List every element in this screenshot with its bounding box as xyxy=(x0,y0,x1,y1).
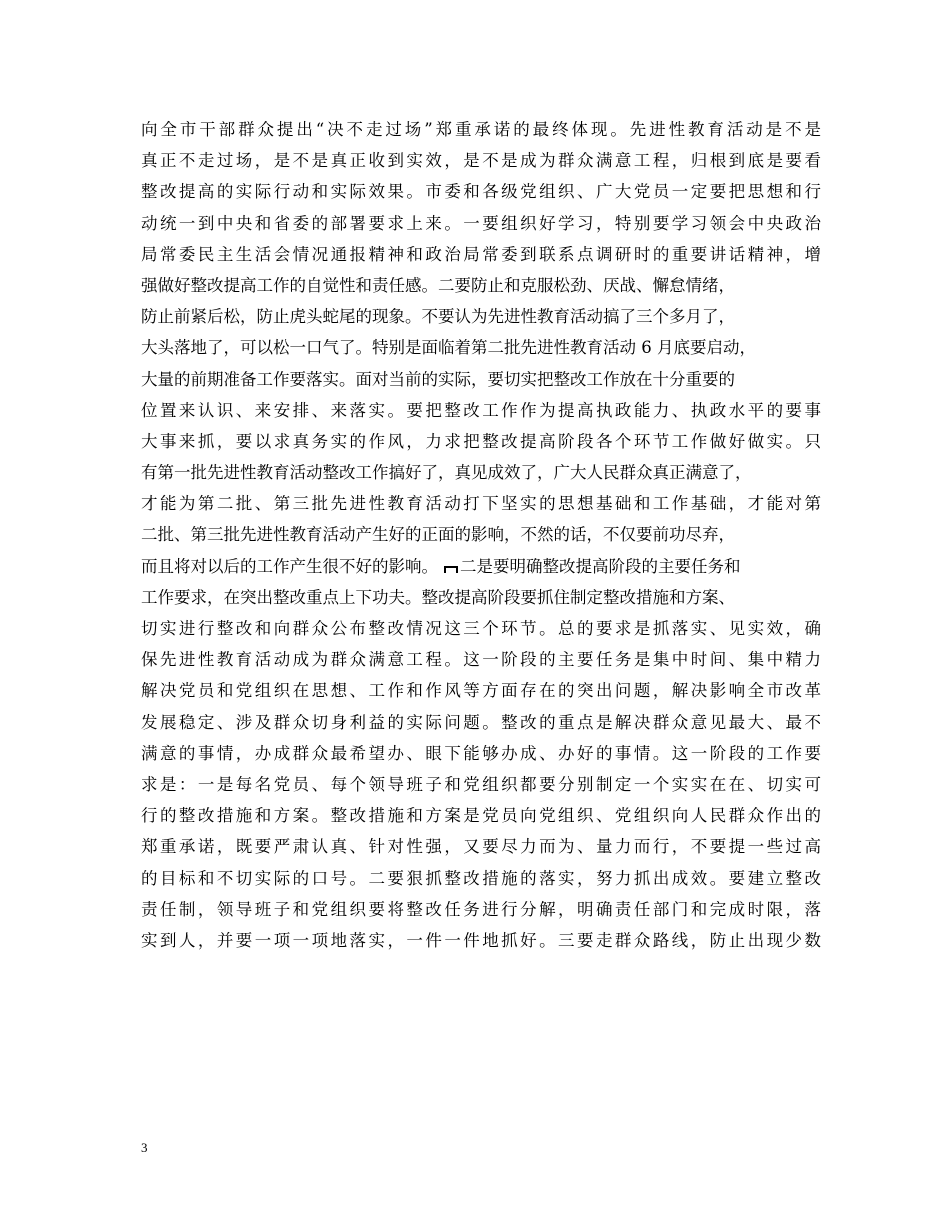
text-line: 动统一到中央和省委的部署要求上来。一要组织好学习，特别要学习领会中央政治 xyxy=(141,213,821,233)
text-line: 大量的前期准备工作要落实。面对当前的实际，要切实把整改工作放在十分重要的 xyxy=(141,369,735,389)
text-line: 行的整改措施和方案。整改措施和方案是党员向党组织、党组织向人民群众作出的 xyxy=(141,806,821,826)
text-line: 二批、第三批先进性教育活动产生好的正面的影响，不然的话，不仅要前功尽弃， xyxy=(141,525,735,545)
section-break-mark xyxy=(444,566,458,573)
text-line: 真正不走过场，是不是真正收到实效，是不是成为群众满意工程，归根到底是要看 xyxy=(141,151,821,171)
text-line: 保先进性教育活动成为群众满意工程。这一阶段的主要任务是集中时间、集中精力 xyxy=(141,650,821,670)
text-line: 的目标和不切实际的口号。二要狠抓整改措施的落实，努力抓出成效。要建立整改 xyxy=(141,868,821,888)
text-line: 工作要求，在突出整改重点上下功夫。整改提高阶段要抓住制定整改措施和方案、 xyxy=(141,587,735,607)
text-line: 求是：一是每名党员、每个领导班子和党组织都要分别制定一个实实在在、切实可 xyxy=(141,774,821,794)
text-segment: 而且将对以后的工作产生很不好的影响。 xyxy=(141,556,438,576)
text-line: 向全市干部群众提出“决不走过场”郑重承诺的最终体现。先进性教育活动是不是 xyxy=(141,120,821,139)
text-segment: 二是要明确整改提高阶段的主要任务和 xyxy=(460,556,741,576)
text-line: 发展稳定、涉及群众切身利益的实际问题。整改的重点是解决群众意见最大、最不 xyxy=(141,712,821,732)
text-line: 强做好整改提高工作的自觉性和责任感。二要防止和克服松劲、厌战、懈怠情绪， xyxy=(141,275,735,295)
text-line: 切实进行整改和向群众公布整改情况这三个环节。总的要求是抓落实、见实效，确 xyxy=(141,619,821,638)
text-line: 防止前紧后松，防止虎头蛇尾的现象。不要认为先进性教育活动搞了三个多月了， xyxy=(141,307,735,327)
text-line: 有第一批先进性教育活动整改工作搞好了，真见成效了，广大人民群众真正满意了， xyxy=(141,463,752,483)
text-line: 责任制，领导班子和党组织要将整改任务进行分解，明确责任部门和完成时限，落 xyxy=(141,899,821,919)
page-number: 3 xyxy=(141,1140,148,1155)
text-line: 郑重承诺，既要严肃认真、针对性强，又要尽力而为、量力而行，不要提一些过高 xyxy=(141,837,821,857)
text-line: 大头落地了，可以松一口气了。特别是面临着第二批先进性教育活动 6 月底要启动， xyxy=(141,338,756,358)
text-line: 大事来抓，要以求真务实的作风，力求把整改提高阶段各个环节工作做好做实。只 xyxy=(141,431,821,451)
text-line: 整改提高的实际行动和实际效果。市委和各级党组织、广大党员一定要把思想和行 xyxy=(141,182,821,202)
text-line: 才能为第二批、第三批先进性教育活动打下坚实的思想基础和工作基础，才能对第 xyxy=(141,494,821,514)
text-line xyxy=(141,551,821,582)
text-line: 局常委民主生活会情况通报精神和政治局常委到联系点调研时的重要讲话精神，增 xyxy=(141,244,821,264)
text-line: 满意的事情，办成群众最希望办、眼下能够办成、办好的事情。这一阶段的工作要 xyxy=(141,743,821,763)
text-line: 实到人，并要一项一项地落实，一件一件地抓好。三要走群众路线，防止出现少数 xyxy=(141,930,821,950)
text-line: 位置来认识、来安排、来落实。要把整改工作作为提高执政能力、执政水平的要事 xyxy=(141,400,821,420)
body-text xyxy=(141,114,821,956)
text-line: 解决党员和党组织在思想、工作和作风等方面存在的突出问题，解决影响全市改革 xyxy=(141,681,821,701)
